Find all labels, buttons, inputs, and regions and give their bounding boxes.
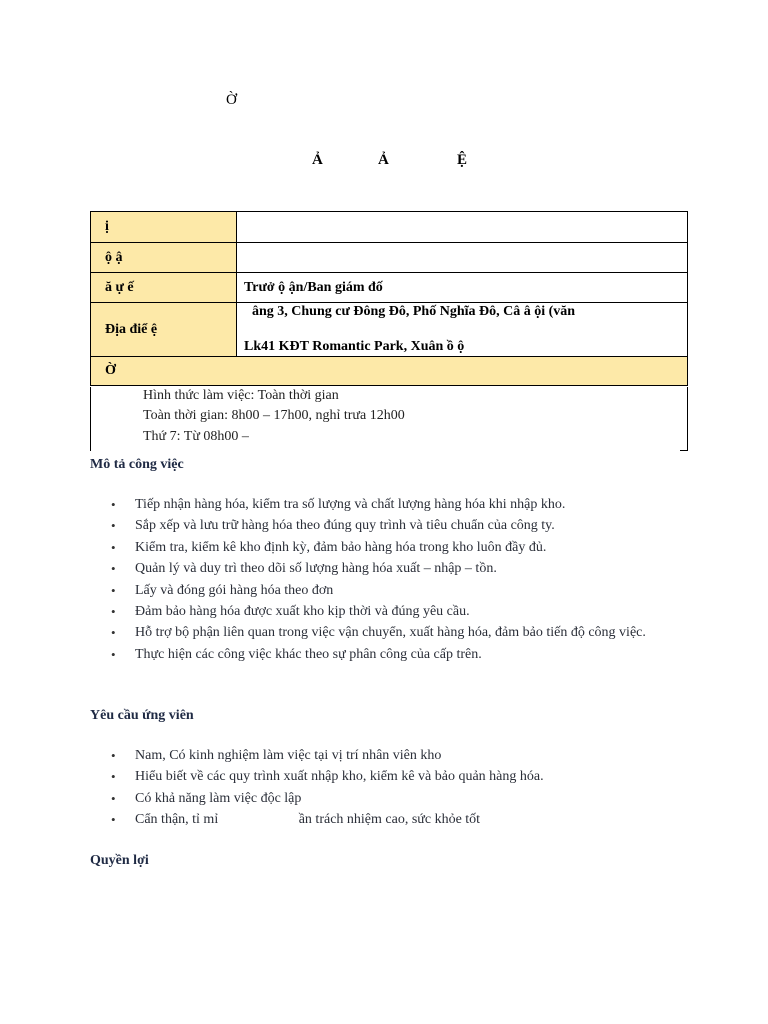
list-item: • Lấy và đóng gói hàng hóa theo đơn bbox=[90, 580, 690, 601]
address-line-1: âng 3, Chung cư Đông Đô, Phố Nghĩa Đô, Câ â ội (văn bbox=[252, 304, 576, 319]
table-row bbox=[91, 303, 688, 357]
row-value-reports-to: Trưở ộ ận/Ban giám đố bbox=[237, 273, 688, 303]
table-row bbox=[91, 212, 688, 243]
list-item: • Hiểu biết về các quy trình xuất nhập kho, kiểm kê và bảo quản hàng hóa. bbox=[90, 766, 690, 787]
title-fragment-1: Ả bbox=[312, 152, 323, 168]
hours-line-saturday: Thứ 7: Từ 08h00 – bbox=[143, 429, 249, 444]
address-line-2: Lk41 KĐT Romantic Park, Xuân ồ ộ bbox=[244, 339, 465, 354]
list-item: • Hỗ trợ bộ phận liên quan trong việc vận chuyển, xuất hàng hóa, đảm bảo tiến độ công việc. bbox=[90, 622, 690, 643]
title-fragment-2: Ả bbox=[378, 152, 389, 168]
list-item: • Đảm bảo hàng hóa được xuất kho kịp thời và đúng yêu cầu. bbox=[90, 601, 690, 622]
row-label-working-hours: Ờ bbox=[91, 357, 688, 386]
row-label-reports-to: ă ự ế bbox=[91, 273, 237, 303]
table-row bbox=[91, 357, 688, 386]
list-item: • Có khả năng làm việc độc lập bbox=[90, 788, 690, 809]
list-item: • Tiếp nhận hàng hóa, kiểm tra số lượng và chất lượng hàng hóa khi nhập kho. bbox=[90, 494, 690, 515]
requirements-list bbox=[90, 745, 690, 831]
row-label-location: Địa điể ệ bbox=[91, 303, 237, 357]
list-item: • Nam, Có kinh nghiệm làm việc tại vị trí nhân viên kho bbox=[90, 745, 690, 766]
row-label-position: ị bbox=[91, 212, 237, 243]
row-value-position bbox=[237, 212, 688, 243]
description-list bbox=[90, 494, 690, 665]
section-title-requirements: Yêu cầu ứng viên bbox=[90, 708, 194, 723]
row-label-department: ộ ậ bbox=[91, 243, 237, 273]
document-title bbox=[0, 152, 768, 176]
working-hours-block bbox=[90, 387, 688, 451]
title-fragment-3: Ệ bbox=[457, 152, 468, 168]
row-value-department bbox=[237, 243, 688, 273]
row-value-location bbox=[237, 303, 688, 357]
job-info-table bbox=[90, 211, 688, 386]
list-item: • Cẩn thận, tỉ mỉ ần trách nhiệm cao, sức khỏe tốt bbox=[90, 809, 690, 830]
list-item: • Sắp xếp và lưu trữ hàng hóa theo đúng quy trình và tiêu chuẩn của công ty. bbox=[90, 515, 690, 536]
section-title-description: Mô tả công việc bbox=[90, 457, 184, 472]
section-title-benefits: Quyền lợi bbox=[90, 853, 149, 868]
list-item: • Kiểm tra, kiểm kê kho định kỳ, đảm bảo hàng hóa trong kho luôn đầy đủ. bbox=[90, 537, 690, 558]
list-item: • Quản lý và duy trì theo dõi số lượng hàng hóa xuất – nhập – tồn. bbox=[90, 558, 690, 579]
company-name: Ờ bbox=[226, 92, 237, 108]
table-row bbox=[91, 243, 688, 273]
table-border-tick bbox=[680, 450, 688, 451]
hours-line-schedule: Toàn thời gian: 8h00 – 17h00, nghỉ trưa 12h00 bbox=[143, 408, 405, 423]
hours-line-type: Hình thức làm việc: Toàn thời gian bbox=[143, 388, 339, 403]
table-row bbox=[91, 273, 688, 303]
list-item: • Thực hiện các công việc khác theo sự phân công của cấp trên. bbox=[90, 644, 690, 665]
